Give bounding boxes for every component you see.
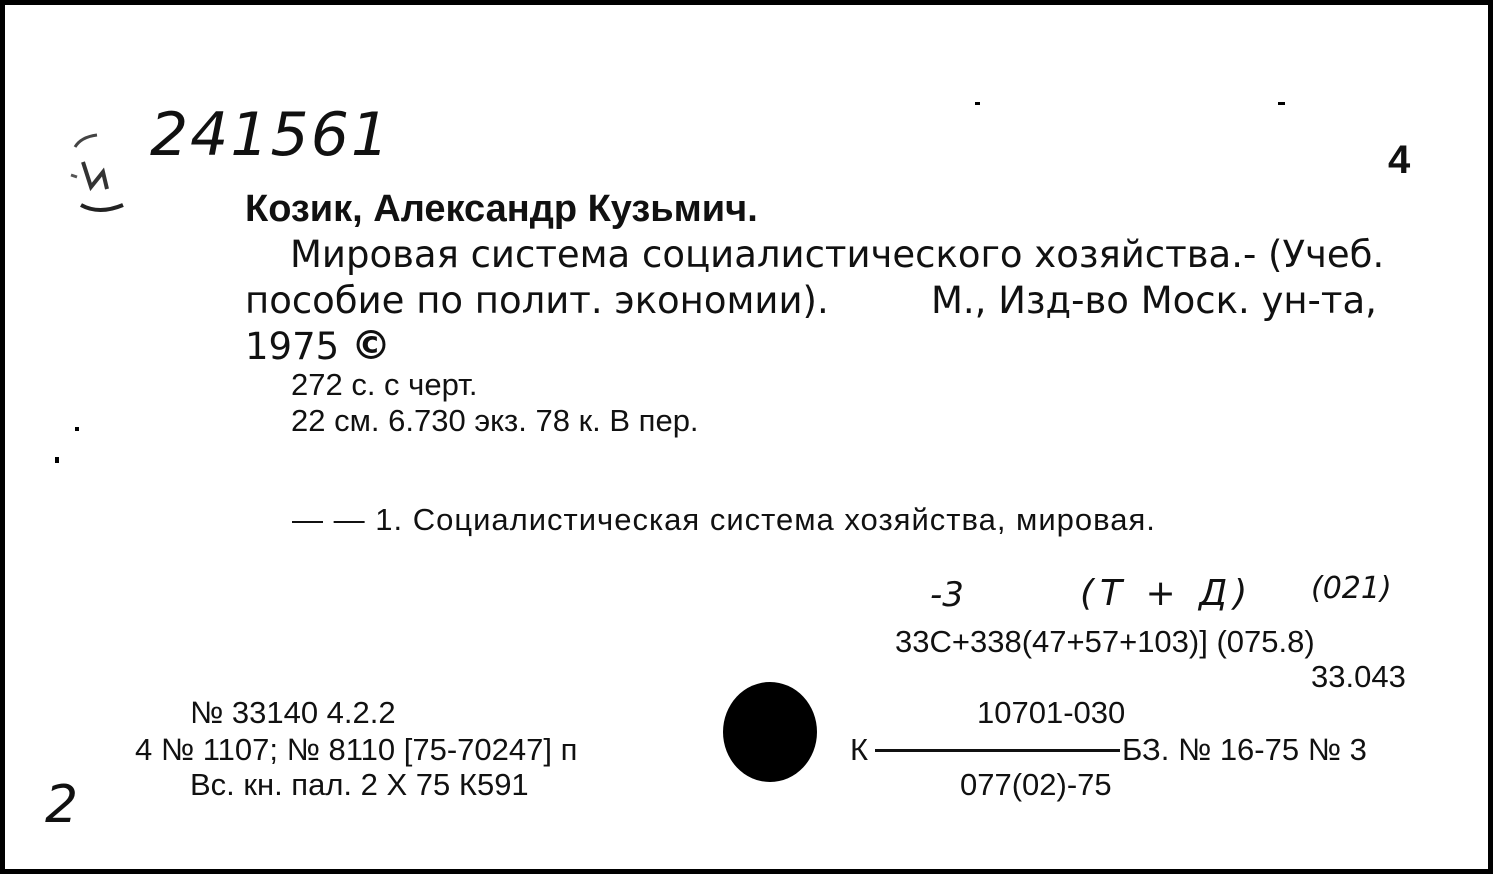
handwritten-inventory-number: 241561	[150, 100, 392, 170]
fraction-line	[875, 749, 1120, 752]
handwritten-minus3: -3	[930, 575, 964, 615]
handwritten-021: (021)	[1311, 571, 1392, 606]
title-line-2-right: М., Изд-во Моск. ун-та,	[931, 279, 1377, 322]
speck	[1278, 102, 1285, 105]
year-text: 1975	[245, 325, 340, 368]
corner-digit: 4	[1388, 138, 1411, 182]
stamp-mark-icon	[63, 117, 133, 217]
classification-index: 33С+338(47+57+103)] (075.8)	[895, 624, 1315, 659]
page-count: 272 с. с черт.	[291, 367, 478, 402]
price-code-numerator: 10701-030	[977, 695, 1126, 730]
title-line-1: Мировая система социалистического хозяйства.- (Учеб.	[290, 233, 1385, 276]
price-code-denominator: 077(02)-75	[960, 767, 1112, 802]
speck	[55, 457, 59, 463]
subject-heading: — — 1. Социалистическая система хозяйства, мировая.	[292, 502, 1156, 537]
price-code-suffix: БЗ. № 16-75 № 3	[1122, 732, 1367, 767]
speck	[975, 102, 980, 105]
registration-line-1: № 33140 4.2.2	[190, 695, 396, 730]
registration-line-2: 4 № 1107; № 8110 [75-70247] п	[135, 732, 578, 767]
registration-line-3: Вс. кн. пал. 2 X 75 К591	[190, 767, 529, 802]
physical-details: 22 см. 6.730 экз. 78 к. В пер.	[291, 403, 699, 438]
handwritten-tplusd: (Т + Д)	[1080, 573, 1254, 614]
black-seal-dot	[723, 682, 817, 782]
title-line-2-left: пособие по полит. экономии).	[245, 279, 829, 322]
publication-year	[245, 323, 391, 369]
copyright-icon: ©	[350, 323, 391, 369]
author-heading: Козик, Александр Кузьмич.	[245, 188, 758, 230]
udc-code: 33.043	[1311, 659, 1406, 694]
speck	[75, 427, 79, 431]
handwritten-margin-mark: 2	[45, 775, 79, 835]
price-code-letter: К	[850, 732, 869, 767]
